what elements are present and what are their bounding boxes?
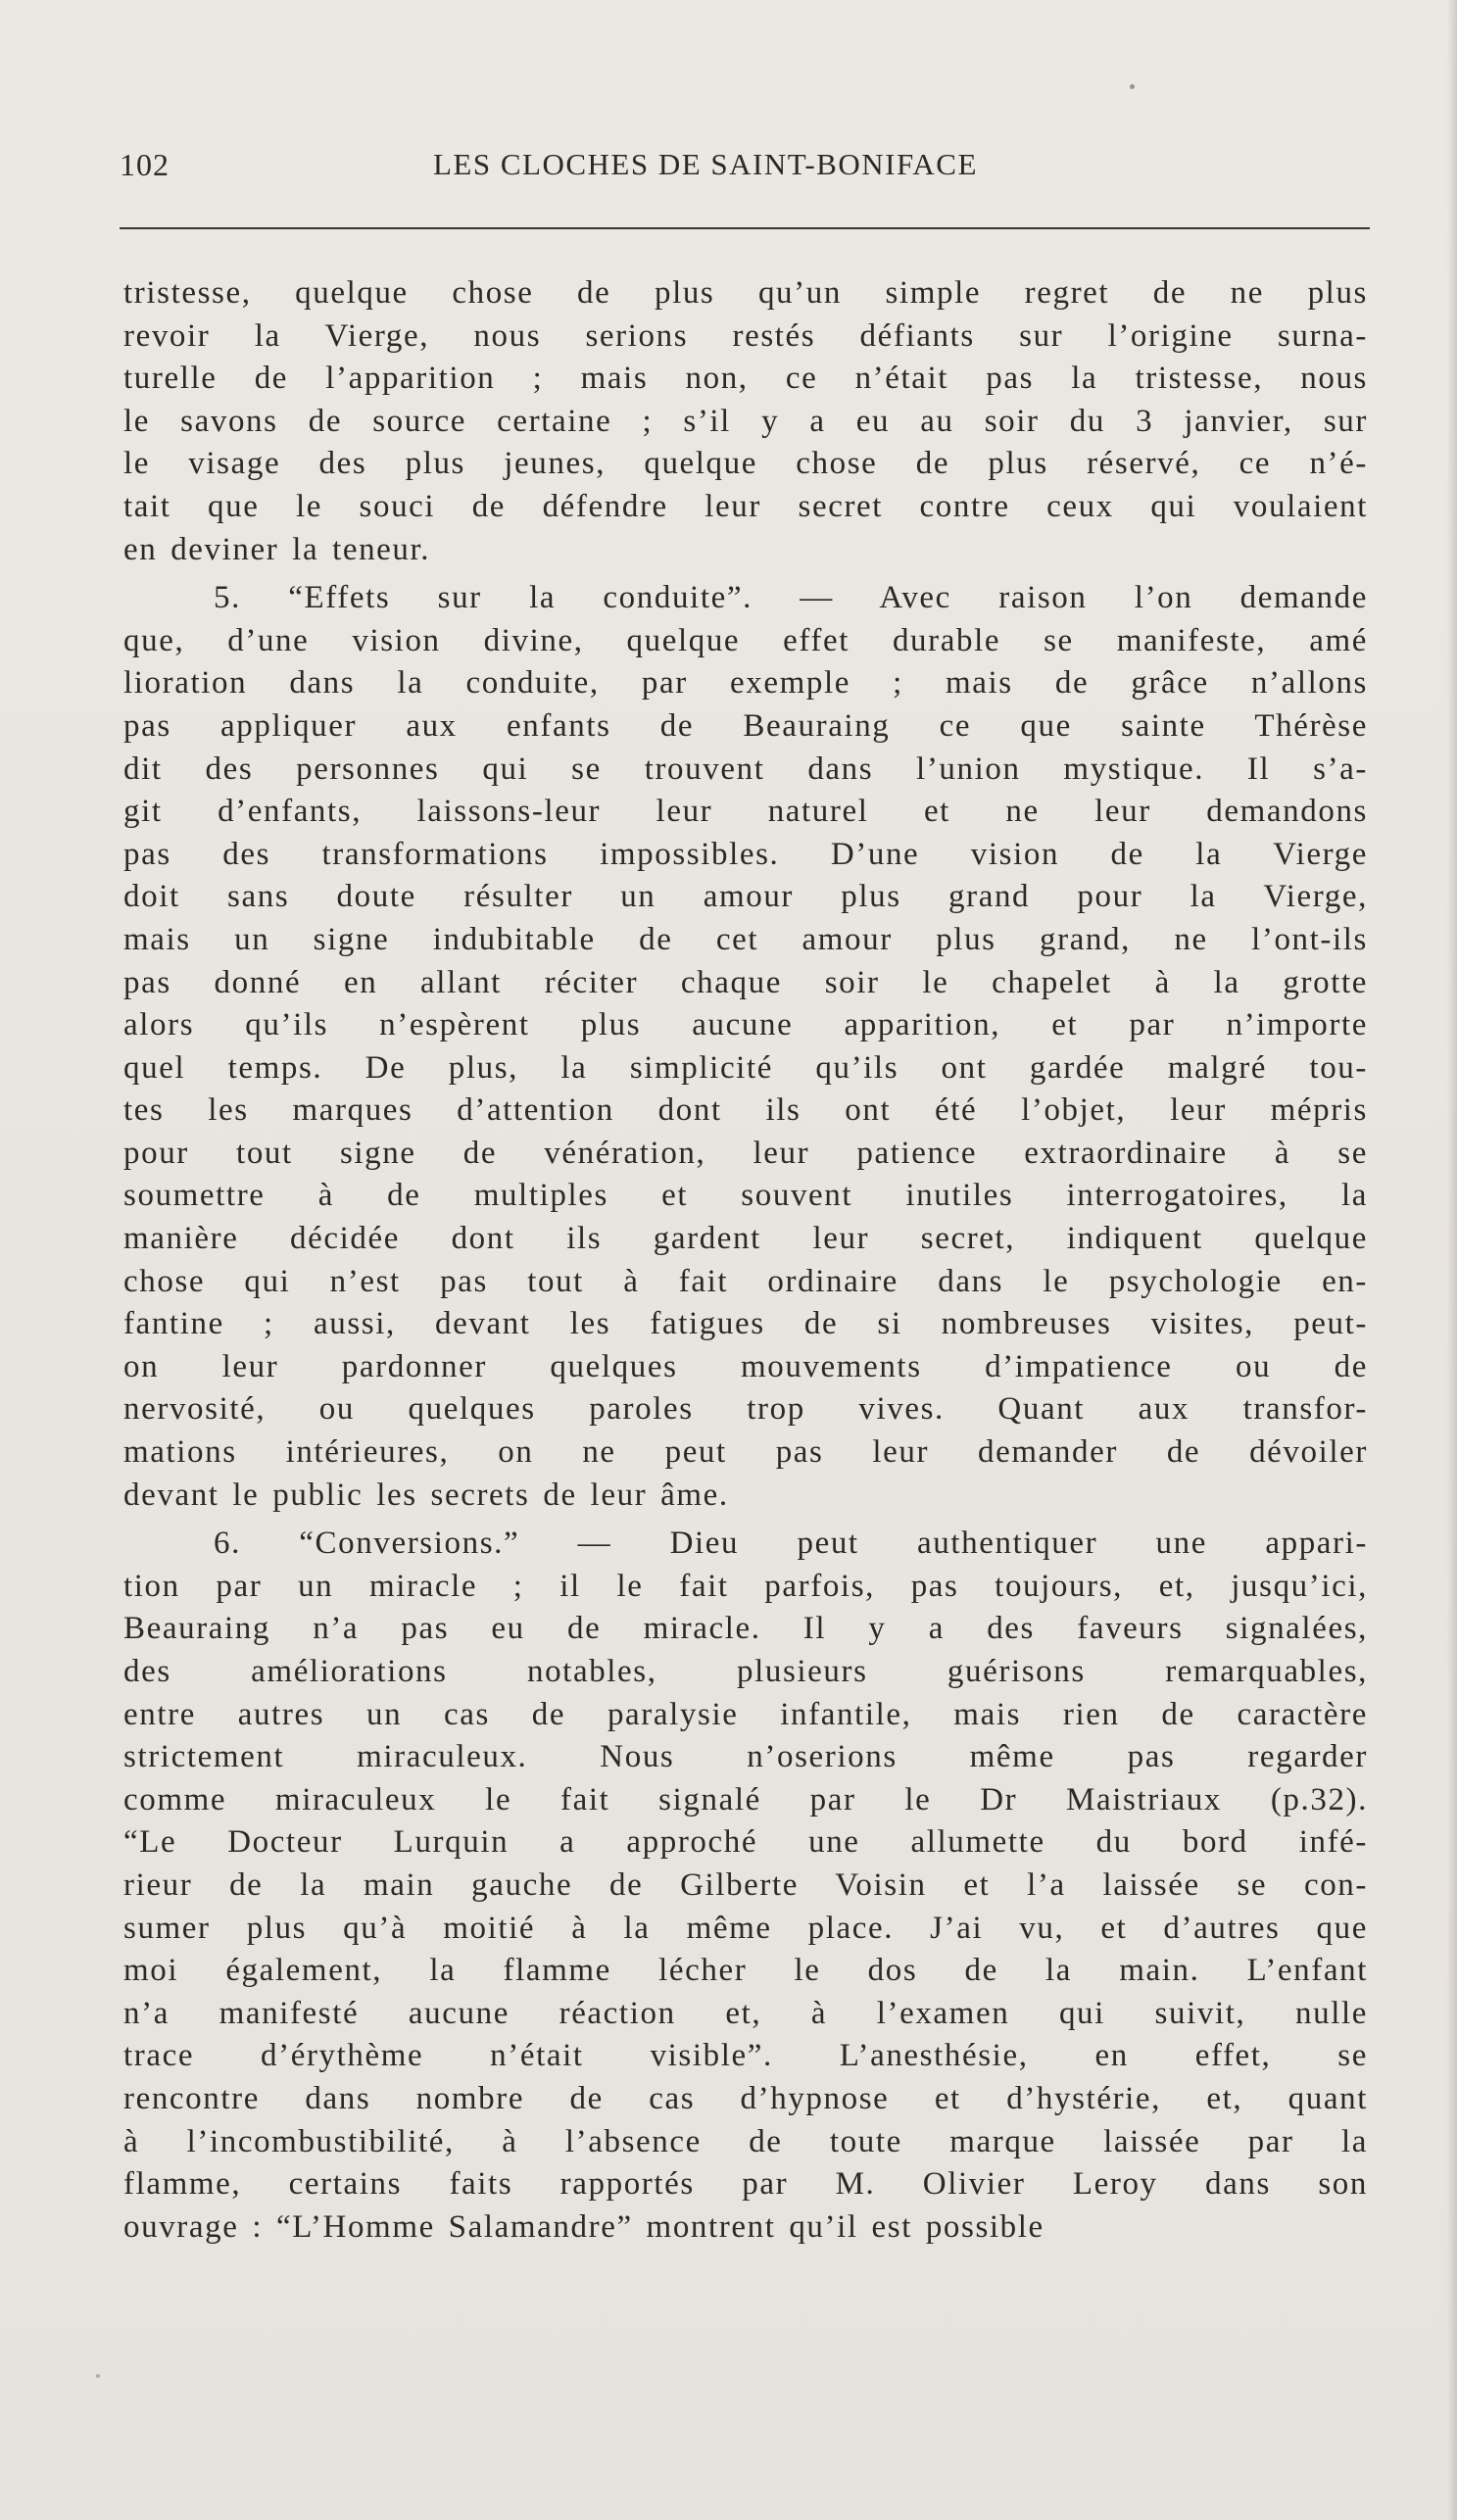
text-line: lioration dans la conduite, par exemple ; mais de grâce n’allons xyxy=(123,665,1368,702)
text-line: mations intérieures, on ne peut pas leur demander de dévoiler xyxy=(123,1434,1368,1471)
text-line: alors qu’ils n’espèrent plus aucune apparition, et par n’importe xyxy=(123,1007,1368,1043)
text-line: Beauraing n’a pas eu de miracle. Il y a des faveurs signalées, xyxy=(123,1611,1368,1647)
text-line: ouvrage : “L’Homme Salamandre” montrent qu’il est possible xyxy=(123,2208,1044,2245)
text-line: 6. “Conversions.” — Dieu peut authentiquer une appari- xyxy=(214,1526,1368,1562)
header-rule xyxy=(120,227,1370,229)
page-edge-shadow xyxy=(1447,0,1457,2520)
text-line: n’a manifesté aucune réaction et, à l’examen qui suivit, nulle xyxy=(123,1995,1368,2031)
paragraph xyxy=(123,1523,1368,2249)
text-line: pas des transformations impossibles. D’une vision de la Vierge xyxy=(123,836,1368,872)
text-line: chose qui n’est pas tout à fait ordinaire dans le psychologie en- xyxy=(123,1263,1368,1299)
text-line: comme miraculeux le fait signalé par le Dr Maistriaux (p.32). xyxy=(123,1781,1368,1817)
text-line: tes les marques d’attention dont ils ont été l’objet, leur mépris xyxy=(123,1092,1368,1129)
text-line: 5. “Effets sur la conduite”. — Avec raison l’on demande xyxy=(214,580,1368,616)
text-line: fantine ; aussi, devant les fatigues de si nombreuses visites, peut- xyxy=(123,1306,1368,1342)
text-line: flamme, certains faits rapportés par M. Olivier Leroy dans son xyxy=(123,2166,1368,2203)
text-line: tristesse, quelque chose de plus qu’un simple regret de ne plus xyxy=(123,275,1368,311)
text-line: rieur de la main gauche de Gilberte Voisin et l’a laissée se con- xyxy=(123,1866,1368,1903)
text-line: que, d’une vision divine, quelque effet durable se manifeste, amé xyxy=(123,622,1368,658)
text-line: on leur pardonner quelques mouvements d’impatience ou de xyxy=(123,1348,1368,1384)
paper-speck xyxy=(96,2374,100,2378)
text-line: devant le public les secrets de leur âme. xyxy=(123,1477,729,1513)
page-header xyxy=(120,147,1370,190)
text-line: sumer plus qu’à moitié à la même place. J’ai vu, et d’autres que xyxy=(123,1910,1368,1946)
running-title: LES CLOCHES DE SAINT-BONIFACE xyxy=(433,147,978,181)
text-line: pour tout signe de vénération, leur patience extraordinaire à se xyxy=(123,1135,1368,1171)
text-line: moi également, la flamme lécher le dos de la main. L’enfant xyxy=(123,1953,1368,1989)
text-line: soumettre à de multiples et souvent inutiles interrogatoires, la xyxy=(123,1178,1368,1214)
text-line: nervosité, ou quelques paroles trop vives. Quant aux transfor- xyxy=(123,1391,1368,1428)
text-line: revoir la Vierge, nous serions restés défiants sur l’origine surna- xyxy=(123,317,1368,354)
text-line: des améliorations notables, plusieurs guérisons remarquables, xyxy=(123,1654,1368,1689)
text-line: doit sans doute résulter un amour plus grand pour la Vierge, xyxy=(123,879,1368,915)
text-line: “Le Docteur Lurquin a approché une allumette du bord infé- xyxy=(123,1824,1368,1861)
text-line: tion par un miracle ; il le fait parfois, pas toujours, et, jusqu’ici, xyxy=(123,1568,1368,1604)
text-line: git d’enfants, laissons-leur leur naturel et ne leur demandons xyxy=(123,794,1368,830)
page-number: 102 xyxy=(120,147,170,182)
text-line: pas donné en allant réciter chaque soir le chapelet à la grotte xyxy=(123,964,1368,1000)
text-line: manière décidée dont ils gardent leur secret, indiquent quelque xyxy=(123,1221,1368,1257)
text-line: dit des personnes qui se trouvent dans l’union mystique. Il s’a- xyxy=(123,751,1368,787)
paragraph xyxy=(123,272,1368,571)
text-line: quel temps. De plus, la simplicité qu’ils ont gardée malgré tou- xyxy=(123,1049,1368,1086)
text-line: le savons de source certaine ; s’il y a eu au soir du 3 janvier, sur xyxy=(123,403,1368,439)
paragraph xyxy=(123,577,1368,1517)
text-line: tait que le souci de défendre leur secret contre ceux qui voulaient xyxy=(123,488,1368,524)
text-line: pas appliquer aux enfants de Beauraing ce que sainte Thérèse xyxy=(123,707,1368,744)
body-text xyxy=(123,272,1368,2249)
text-line: en deviner la teneur. xyxy=(123,531,431,567)
paper-speck xyxy=(1130,84,1135,89)
text-line: mais un signe indubitable de cet amour plus grand, ne l’ont-ils xyxy=(123,921,1368,957)
text-line: trace d’érythème n’était visible”. L’anesthésie, en effet, se xyxy=(123,2038,1368,2074)
text-line: rencontre dans nombre de cas d’hypnose et d’hystérie, et, quant xyxy=(123,2080,1368,2116)
text-line: entre autres un cas de paralysie infantile, mais rien de caractère xyxy=(123,1696,1368,1732)
text-line: turelle de l’apparition ; mais non, ce n’était pas la tristesse, nous xyxy=(123,361,1368,397)
text-line: strictement miraculeux. Nous n’oserions même pas regarder xyxy=(123,1739,1368,1775)
text-line: le visage des plus jeunes, quelque chose de plus réservé, ce n’é- xyxy=(123,446,1368,482)
text-line: à l’incombustibilité, à l’absence de toute marque laissée par la xyxy=(123,2123,1368,2159)
